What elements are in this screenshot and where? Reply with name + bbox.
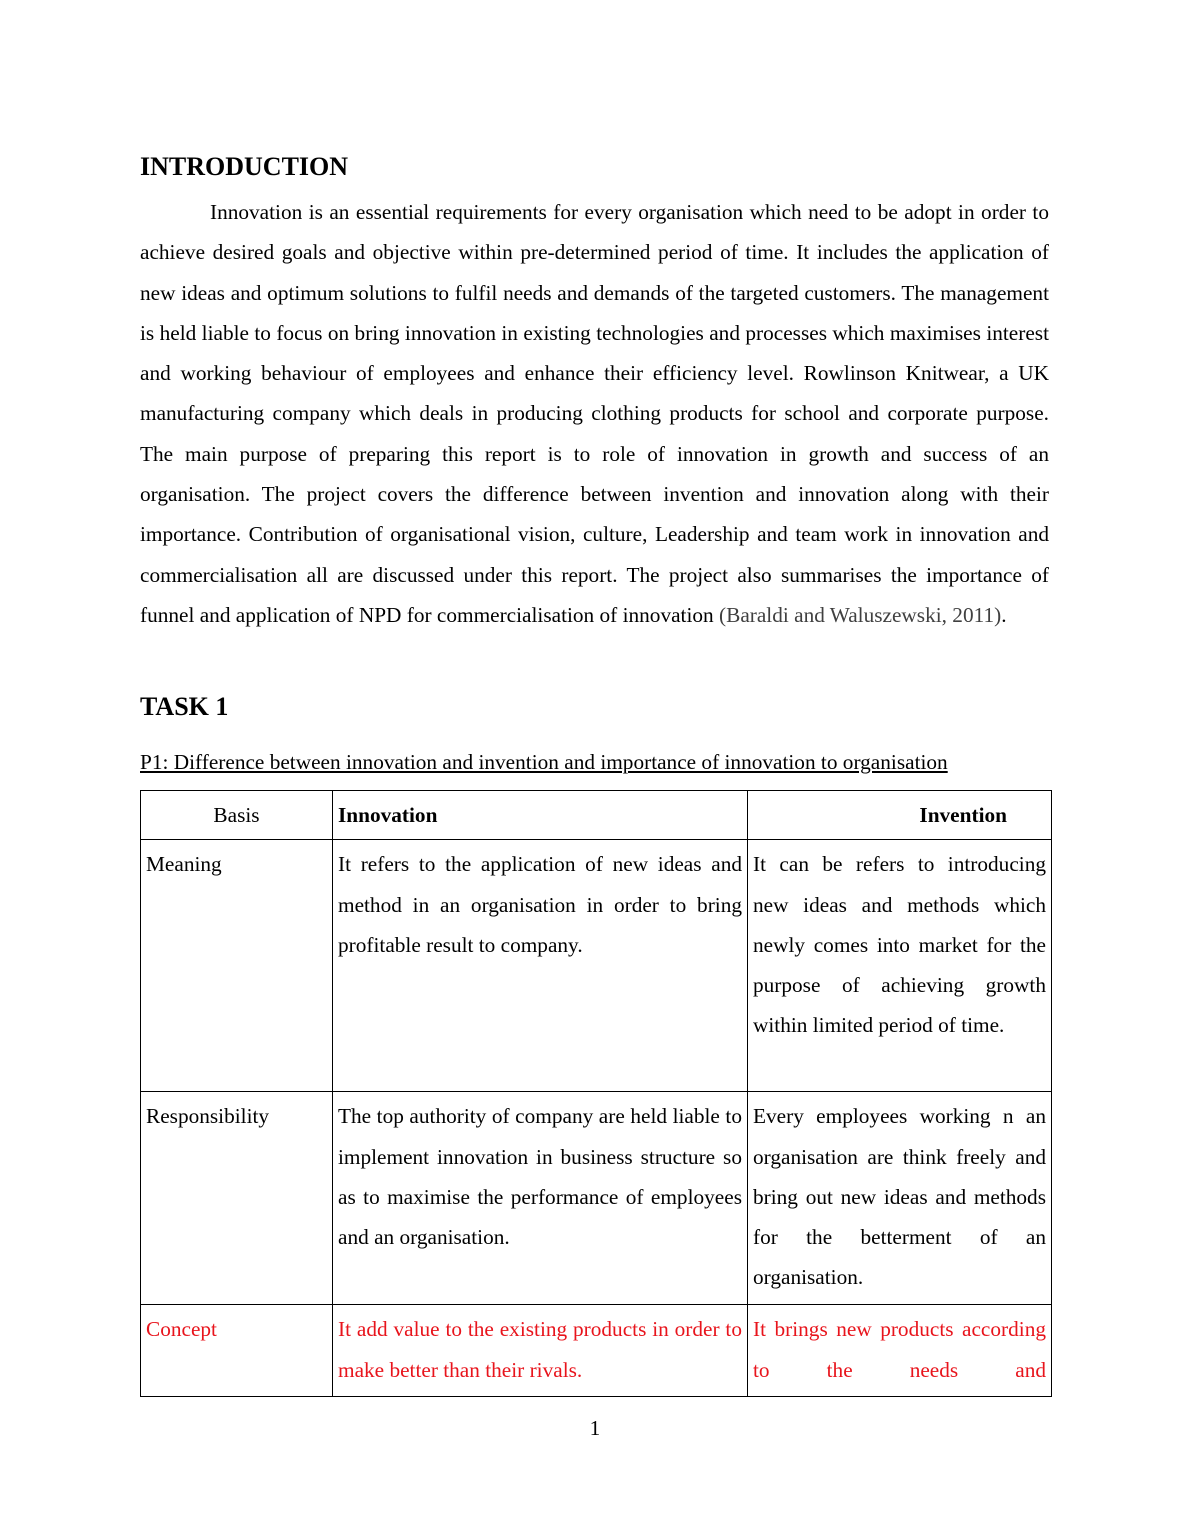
intro-end: .	[1001, 602, 1007, 627]
table-row	[141, 1305, 1052, 1397]
cell-invention: It can be refers to introducing new ideas and methods which newly comes into market for the purpose of achieving growth within limited period of time.	[748, 840, 1052, 1092]
cell-innovation: It add value to the existing products in order to make better than their rivals.	[333, 1305, 748, 1397]
comparison-table	[140, 790, 1052, 1397]
cell-innovation: The top authority of company are held liable to implement innovation in business structure so as to maximise the performance of employees and an organisation.	[333, 1092, 748, 1305]
cell-basis: Concept	[141, 1305, 333, 1397]
intro-text: Innovation is an essential requirements for every organisation which need to be adopt in order to achieve desired goals and objective within pre-determined period of time. It includes the application of new ideas and optimum solutions to fulfil needs and demands of the targeted customers. The management is held liable to focus on bring innovation in existing technologies and processes which maximises interest and working behaviour of employees and enhance their efficiency level. Rowlinson Knitwear, a UK manufacturing company which deals in producing clothing products for school and corporate purpose. The main purpose of preparing this report is to role of innovation in growth and success of an organisation. The project covers the difference between invention and innovation along with their importance. Contribution of organisational vision, culture, Leadership and team work in innovation and commercialisation all are discussed under this report. The project also summarises the importance of funnel and application of NPD for commercialisation of innovation	[140, 200, 1049, 627]
intro-paragraph	[140, 192, 1049, 635]
task-subheading: P1: Difference between innovation and invention and importance of innovation to organisation	[140, 750, 948, 774]
cell-basis: Responsibility	[141, 1092, 333, 1305]
table-row	[141, 840, 1052, 1092]
task-heading: TASK 1	[140, 692, 229, 721]
table-row	[141, 1092, 1052, 1305]
header-invention: Invention	[748, 791, 1052, 840]
header-basis: Basis	[141, 791, 333, 840]
table-header-row	[141, 791, 1052, 840]
header-innovation: Innovation	[333, 791, 748, 840]
cell-basis: Meaning	[141, 840, 333, 1092]
cell-innovation: It refers to the application of new ideas and method in an organisation in order to bring profitable result to company.	[333, 840, 748, 1092]
page-number: 1	[589, 1416, 601, 1440]
cell-invention: It brings new products according to the needs and	[748, 1305, 1052, 1397]
intro-heading: INTRODUCTION	[140, 152, 349, 181]
citation: (Baraldi and Waluszewski, 2011)	[719, 602, 1002, 627]
cell-invention: Every employees working n an organisation are think freely and bring out new ideas and methods for the betterment of an organisation.	[748, 1092, 1052, 1305]
